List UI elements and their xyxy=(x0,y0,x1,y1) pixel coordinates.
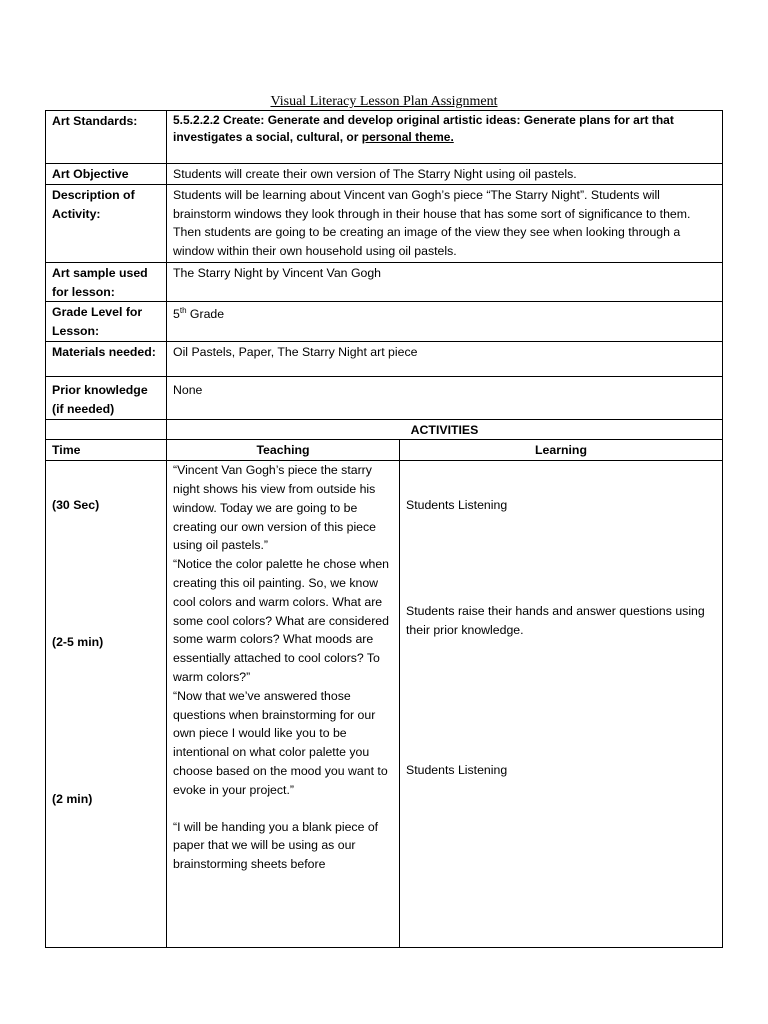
teaching-paragraph: “I will be handing you a blank piece of paper that we will be using as our brainstorming sheets before xyxy=(173,819,379,872)
art-standards-text: 5.5.2.2.2 Create: Generate and develop original artistic ideas: Generate plans for art that investigates a social, cultural, or xyxy=(173,113,674,144)
art-sample-label: Art sample used for lesson: xyxy=(46,262,167,302)
materials-value: Oil Pastels, Paper, The Starry Night art piece xyxy=(167,341,723,376)
grade-suffix: th xyxy=(179,306,187,316)
learning-cell xyxy=(400,461,723,948)
row-grade-level xyxy=(46,302,723,342)
row-art-sample xyxy=(46,262,723,302)
art-standards-value xyxy=(167,111,723,164)
grade-number: 5 xyxy=(173,307,180,322)
row-prior-knowledge xyxy=(46,376,723,419)
teaching-paragraph: “Now that we’ve answered those questions when brainstorming for our own piece I would like you to be intentional on what color palette you choose based on the mood you want to evoke in your project.” xyxy=(173,688,388,797)
time-cell xyxy=(46,461,167,948)
grade-level-value xyxy=(167,302,723,342)
row-activities-body xyxy=(46,461,723,948)
grade-level-label: Grade Level for Lesson: xyxy=(46,302,167,342)
row-art-standards xyxy=(46,111,723,164)
teaching-column-header: Teaching xyxy=(167,440,400,461)
row-art-objective xyxy=(46,164,723,185)
materials-label: Materials needed: xyxy=(46,341,167,376)
activities-heading: ACTIVITIES xyxy=(167,419,723,440)
teaching-paragraph: “Notice the color palette he chose when creating this oil painting. So, we know cool colors and warm colors. What are some cool colors? What are considered some warm colors? What moods are essentially attached to cool colors? To warm colors?” xyxy=(173,557,390,684)
art-standards-label: Art Standards: xyxy=(46,111,167,164)
row-activities-columns xyxy=(46,440,723,461)
learning-entry: Students raise their hands and answer questions using their prior knowledge. xyxy=(406,604,705,637)
teaching-cell xyxy=(167,461,400,948)
time-column-header: Time xyxy=(46,440,167,461)
art-sample-value: The Starry Night by Vincent Van Gogh xyxy=(167,262,723,302)
learning-entry: Students Listening xyxy=(406,498,508,513)
lesson-plan-table xyxy=(45,110,723,948)
learning-column-header: Learning xyxy=(400,440,723,461)
time-entry: (2 min) xyxy=(52,792,93,807)
art-standards-underlined: personal theme. xyxy=(361,130,454,144)
time-entry: (2-5 min) xyxy=(52,635,104,650)
description-label: Description of Activity: xyxy=(46,184,167,262)
page-title: Visual Literacy Lesson Plan Assignment xyxy=(270,94,498,109)
art-objective-value: Students will create their own version of The Starry Night using oil pastels. xyxy=(167,164,723,185)
activities-heading-spacer xyxy=(46,419,167,440)
grade-word: Grade xyxy=(186,307,225,322)
paragraph-gap xyxy=(167,800,399,818)
learning-entry: Students Listening xyxy=(406,763,508,778)
time-entry: (30 Sec) xyxy=(52,498,100,513)
teaching-paragraph: “Vincent Van Gogh’s piece the starry night shows his view from outside his window. Today we are going to be creating our own version of this piece using oil pastels.” xyxy=(173,463,377,553)
prior-knowledge-value: None xyxy=(167,376,723,419)
row-activities-heading xyxy=(46,419,723,440)
row-description xyxy=(46,184,723,262)
row-materials xyxy=(46,341,723,376)
prior-knowledge-label: Prior knowledge (if needed) xyxy=(46,376,167,419)
description-value: Students will be learning about Vincent van Gogh’s piece “The Starry Night”. Students will brainstorm windows they look through in their house that has some sort of significance to them. Then students are going to be creating an image of the view they see when looking through a window within their own household using oil pastels. xyxy=(167,184,723,262)
art-objective-label: Art Objective xyxy=(46,164,167,185)
